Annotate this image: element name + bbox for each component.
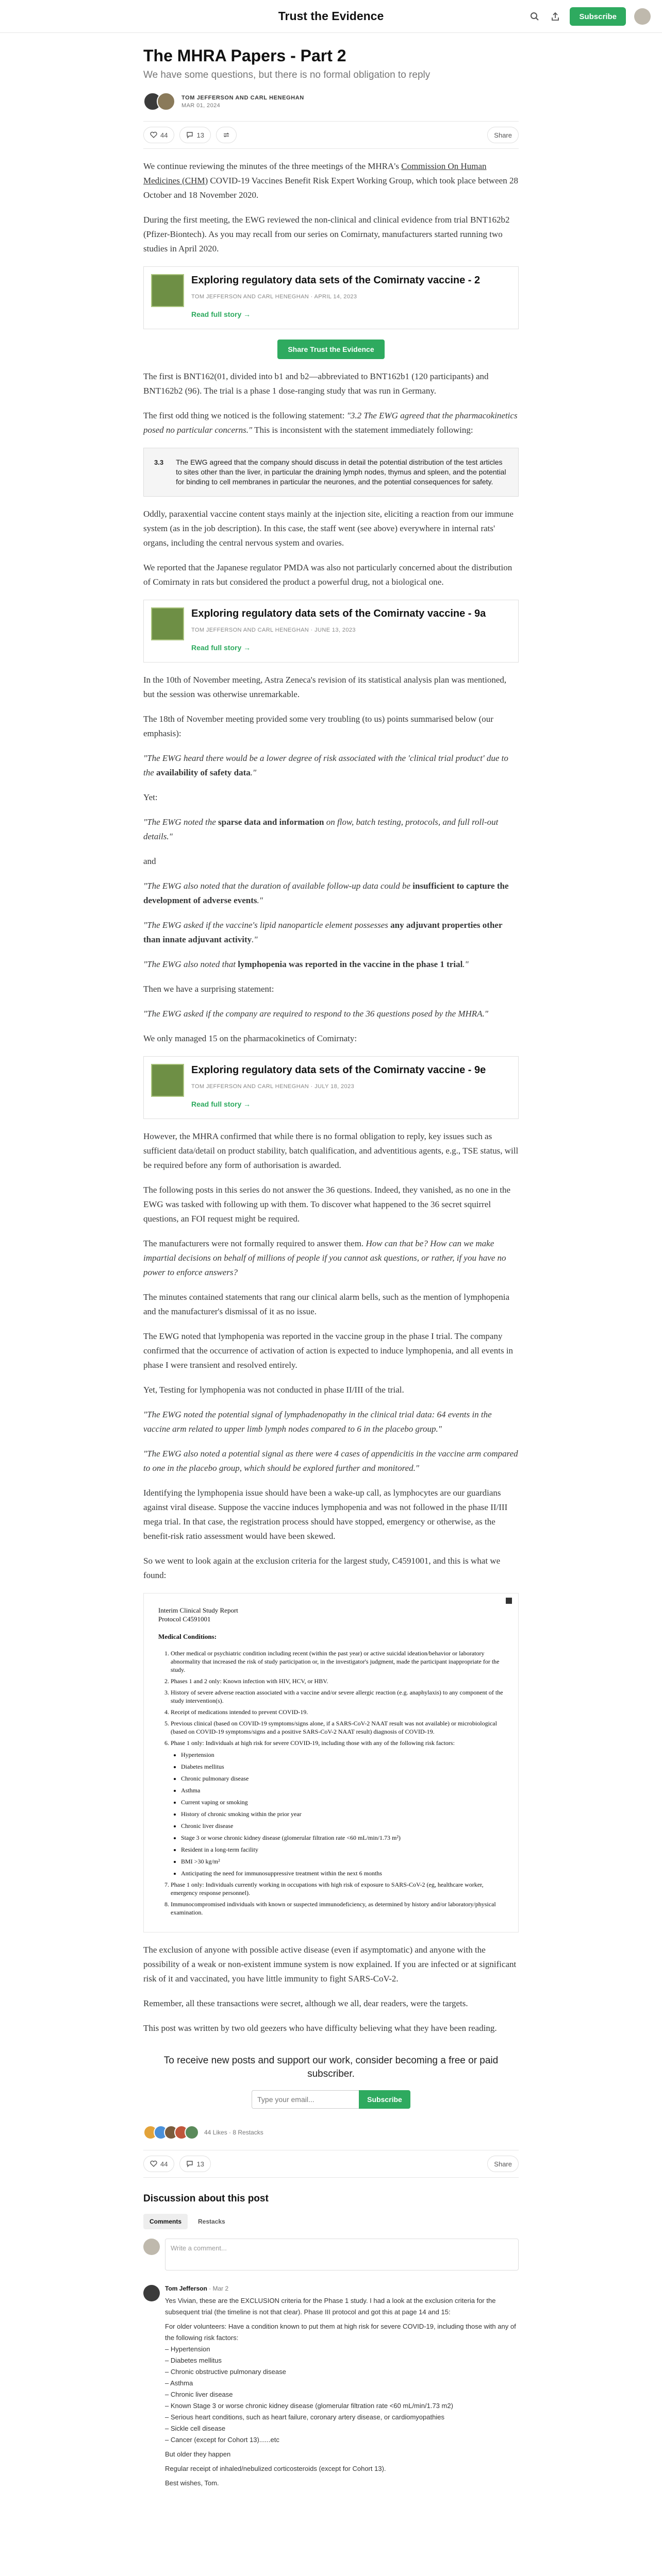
comment-author[interactable]: Tom Jefferson [165,2285,207,2292]
share-button[interactable] [487,127,519,143]
byline-authors[interactable]: TOM JEFFERSON AND CARL HENEGHAN [181,94,304,101]
quote: "The EWG asked if the company are required to respond to the 36 questions posed by the MHRA." [143,1009,488,1019]
comment-paragraph: But older they happen [165,2450,231,2458]
protocol-excerpt-image[interactable] [143,1593,519,1933]
comment [143,2285,519,2489]
comment-icon [186,2160,193,2167]
like-count: 44 [160,2160,168,2168]
embedded-post-card[interactable] [143,1056,519,1119]
read-full-story-link[interactable]: Read full story → [191,1100,251,1108]
share-publication-button[interactable]: Share Trust the Evidence [277,340,384,359]
chm-link[interactable]: Commission On Human Medicines (CHM) [143,161,487,185]
exclusion-criterion: 1. Other medical or psychiatric condition including recent (within the past year) or active suicidal ideation/behavior or laboratory abnormality that increased the risk of study participation or, in the investigator's judgment, made the participant inappropriate for the study. [171,1649,504,1674]
discussion-section [143,2193,519,2489]
like-button[interactable] [143,2156,174,2172]
subscribe-section [143,2054,519,2109]
exclusion-criterion: 2. Phases 1 and 2 only: Known infection with HIV, HCV, or HBV. [171,1677,504,1685]
comment-icon [186,131,193,139]
paragraph: We continue reviewing the minutes of the three meetings of the MHRA's Commission On Human Medicines (CHM) COVID-19 Vaccines Benefit Risk Expert Working Group, which took place between 28 October and 18 November 2020. [143,161,518,200]
paragraph: The first odd thing we noticed is the following statement: "3.2 The EWG agreed that the pharmacokinetics posed no particular concerns." This is inconsistent with the statement immediately following: [143,411,518,435]
comment-header: Tom Jefferson · Mar 2 [165,2285,229,2292]
top-navigation [0,0,662,33]
embed-thumbnail [151,1064,184,1097]
share-label: Share [494,2160,512,2168]
paragraph: We reported that the Japanese regulator PMDA was also not particularly concerned about the distribution of Comirnaty in rats but considered the product a powerful drug, not a biological one. [143,563,512,587]
comment-list-item: – Sickle cell disease [165,2425,226,2432]
quote: "The EWG heard there would be a lower degree of risk associated with the 'clinical trial product' due to the availability of safety data." [143,753,508,777]
quote: "The EWG noted the potential signal of lymphadenopathy in the clinical trial data: 64 events in the vaccine arm related to upper limb lymph nodes compared to 6 in the placebo group." [143,1410,492,1434]
comment-list-item: – Cancer (except for Cohort 13)......etc [165,2436,279,2444]
read-full-story-link[interactable]: Read full story → [191,310,251,318]
paragraph: This post was written by two old geezers who have difficulty believing what they have been reading. [143,2023,497,2033]
risk-factor: • BMI >30 kg/m² [181,1857,504,1866]
liker-avatar[interactable] [185,2125,199,2140]
protocol-id: Protocol C4591001 [158,1615,211,1623]
comment-risk-list [165,2344,519,2446]
comment-paragraph: Best wishes, Tom. [165,2479,219,2487]
user-avatar[interactable] [634,8,651,25]
comment-button[interactable] [179,2156,210,2172]
exclusion-criterion: 5. Previous clinical (based on COVID-19 symptoms/signs alone, if a SARS-CoV-2 NAAT result was not available) or microbiological (based on COVID-19 symptoms/signs and a positive SARS-CoV-2 NAAT result) diagnosis of COVID-19. [171,1719,504,1736]
paragraph: So we went to look again at the exclusion criteria for the largest study, C4591001, and this is what we found: [143,1556,501,1580]
share-label: Share [494,131,512,139]
embed-meta: TOM JEFFERSON AND CARL HENEGHAN · JUNE 13, 2023 [191,627,356,633]
medical-conditions-heading: Medical Conditions: [158,1633,217,1640]
quote: "The EWG noted the sparse data and information on flow, batch testing, protocols, and full roll-out details." [143,817,499,841]
comment-date: Mar 2 [212,2285,229,2292]
paragraph: The EWG noted that lymphopenia was reported in the vaccine group in the phase I trial. The company confirmed that the occurrence of activation of action is expected to induce lymphopenia, and all events in phase I were transient and resolved entirely. [143,1331,514,1370]
exclusion-criterion: 7. Phase 1 only: Individuals currently working in occupations with high risk of exposure to SARS-CoV-2 (eg, healthcare worker, emergency response personnel). [171,1880,504,1897]
discussion-title: Discussion about this post [143,2193,269,2204]
paragraph: and [143,856,156,866]
minutes-excerpt [143,448,519,497]
paragraph: Yet, Testing for lymphopenia was not conducted in phase II/III of the trial. [143,1385,404,1395]
like-count: 44 [160,131,168,139]
comment-button[interactable] [179,127,210,143]
embed-meta: TOM JEFFERSON AND CARL HENEGHAN · JULY 18, 2023 [191,1083,355,1090]
share-icon[interactable] [549,10,561,23]
quote: "The EWG also noted a potential signal as there were 4 cases of appendicitis in the vaccine arm compared to one in the placebo group, which should be explored further and monitored." [143,1449,518,1473]
likes-summary[interactable]: 44 Likes · 8 Restacks [204,2129,263,2136]
quote: "The EWG also noted that the duration of available follow-up data could be insufficient to capture the development of adverse events." [143,881,509,905]
post-container [143,46,519,2489]
post-title: The MHRA Papers - Part 2 [143,46,346,65]
paragraph: Identifying the lymphopenia issue should have been a wake-up call, as lymphocytes are our guardians against viral disease. Suppose the vaccine induces lymphopenia and was not followed in the phase II/III mega trial. In that case, the registration process should have stopped, emergency or otherwise, as the benefit-risk ratio assessment would have been skewed. [143,1488,508,1541]
restack-icon [223,131,230,139]
embed-thumbnail [151,274,184,307]
comment-list-item: – Chronic obstructive pulmonary disease [165,2368,286,2376]
risk-factor: • Diabetes mellitus [181,1762,504,1771]
embed-meta: TOM JEFFERSON AND CARL HENEGHAN · APRIL 14, 2023 [191,294,357,300]
risk-factor: • Resident in a long-term facility [181,1845,504,1854]
like-button[interactable] [143,127,174,143]
quote: "The EWG asked if the vaccine's lipid nanoparticle element possesses any adjuvant properties other than innate adjuvant activity." [143,920,503,944]
risk-factor: • Chronic liver disease [181,1822,504,1830]
paragraph: The exclusion of anyone with possible active disease (even if asymptomatic) and anyone with the possibility of a weak or non-existent immune system is now explained. If you are infected or at significant risk of it and vaccinated, you have little immunity to fight SARS-CoV-2. [143,1945,517,1984]
paragraph: The manufacturers were not formally required to answer them. How can that be? How can we make impartial decisions on behalf of millions of people if you cannot ask questions, or rather, if you have no power to enforce answers? [143,1239,506,1277]
comment-list-item: – Serious heart conditions, such as heart failure, coronary artery disease, or cardiomyopathies [165,2413,444,2421]
top-actions [528,0,651,33]
paragraph: The first is BNT162(01, divided into b1 and b2—abbreviated to BNT162b1 (120 participants) and BNT162b2 (96). The trial is a phase 1 dose-ranging study that was run in Germany. [143,371,489,396]
embed-title[interactable]: Exploring regulatory data sets of the Comirnaty vaccine - 2 [191,275,481,286]
embed-thumbnail [151,607,184,640]
embedded-post-card[interactable] [143,266,519,329]
paragraph: During the first meeting, the EWG reviewed the non-clinical and clinical evidence from trial BNT162b2 (Pfizer-Biontech). As you may recall from our series on Comirnaty, manufacturers started running two studies in April 2020. [143,215,510,253]
heart-icon [150,131,157,139]
paragraph: The minutes contained statements that rang our clinical alarm bells, such as the mention of lymphopenia and the manufacturer's dismissal of it as no issue. [143,1292,510,1316]
expand-icon[interactable] [506,1598,512,1604]
risk-factor: • History of chronic smoking within the prior year [181,1810,504,1818]
email-input[interactable] [252,2090,359,2109]
site-title[interactable]: Trust the Evidence [278,9,384,23]
comment-paragraph: Regular receipt of inhaled/nebulized corticosteroids (except for Cohort 13). [165,2465,386,2472]
risk-factor: • Current vaping or smoking [181,1798,504,1806]
risk-factor: • Chronic pulmonary disease [181,1774,504,1783]
risk-factor: • Anticipating the need for immunosuppressive treatment within the next 6 months [181,1869,504,1877]
embed-title[interactable]: Exploring regulatory data sets of the Comirnaty vaccine - 9a [191,608,486,619]
commenter-avatar[interactable] [143,2285,160,2301]
comment-list-item: – Chronic liver disease [165,2391,233,2398]
author-avatars[interactable] [143,92,175,111]
comment-body [165,2295,519,2489]
comment-list-item: – Hypertension [165,2345,210,2353]
post-action-bar-bottom [143,2150,519,2178]
risk-factor: • Stage 3 or worse chronic kidney disease (glomerular filtration rate <60 mL/min/1.73 m²) [181,1834,504,1842]
embedded-post-card[interactable] [143,600,519,663]
quote: "The EWG also noted that lymphopenia was reported in the vaccine in the phase 1 trial." [143,959,469,969]
share-button[interactable] [487,2156,519,2172]
paragraph: Yet: [143,792,158,802]
user-avatar [143,2239,160,2255]
restack-button[interactable] [216,127,237,143]
excerpt-text: The EWG agreed that the company should discuss in detail the potential distribution of the test articles to sites other than the liver, in particular the draining lymph nodes, thymus and spleen, and the potential for binding to cell membranes in particular the neurones, and the potential consequences for safety. [176,458,506,486]
comment-input[interactable]: Write a comment... [165,2239,519,2270]
comment-list-item: – Asthma [165,2379,193,2387]
post-body [143,159,519,2036]
comment-count: 13 [196,131,204,139]
exclusion-criterion: 8. Immunocompromised individuals with known or suspected immunodeficiency, as determined by history and/or laboratory/physical examination. [171,1900,504,1917]
search-icon[interactable] [528,10,541,23]
exclusion-criterion: 4. Receipt of medications intended to prevent COVID-19. [171,1708,504,1716]
paragraph: Remember, all these transactions were secret, although we all, dear readers, were the targets. [143,1998,468,2008]
comment-paragraph: Yes Vivian, these are the EXCLUSION criteria for the Phase 1 study. I had a look at the exclusion criteria for the subsequent trial (the timeline is not that clear). Phase III protocol and got this at page 14 and 15: [165,2297,496,2316]
comment-count: 13 [196,2160,204,2168]
post-subtitle: We have some questions, but there is no formal obligation to reply [143,70,431,80]
paragraph: However, the MHRA confirmed that while there is no formal obligation to reply, key issues such as sufficient data/detail on product stability, batch qualification, and adventitious agents, e.g., TSE status, will be required before any form of authorisation is awarded. [143,1131,519,1170]
exclusion-criterion: 3. History of severe adverse reaction associated with a vaccine and/or severe allergic reaction (e.g. anaphylaxis) to any component of the study intervention(s). [171,1688,504,1705]
likes-row [143,2125,519,2140]
protocol-header: Interim Clinical Study Report [158,1606,238,1614]
risk-factor: • Hypertension [181,1751,504,1759]
risk-factor-list [171,1751,504,1877]
paragraph: We only managed 15 on the pharmacokinetics of Comirnaty: [143,1033,357,1043]
byline-date: MAR 01, 2024 [181,102,221,109]
subscribe-submit-button[interactable]: Subscribe [359,2090,410,2109]
excerpt-number: 3.3 [154,459,164,466]
comment-list-item: – Diabetes mellitus [165,2357,222,2364]
comment-paragraph: For older volunteers: Have a condition known to put them at high risk for severe COVID-19, including those with any of the following risk factors: [165,2323,516,2342]
risk-factor: • Asthma [181,1786,504,1794]
comment-list-item: – Known Stage 3 or worse chronic kidney disease (glomerular filtration rate <60 mL/min/1.73 m2) [165,2402,453,2410]
subscribe-text: To receive new posts and support our work, consider becoming a free or paid subscriber. [163,2055,499,2079]
subscribe-button[interactable]: Subscribe [570,7,626,26]
heart-icon [150,2160,157,2167]
author-avatar[interactable] [157,92,175,111]
paragraph: The 18th of November meeting provided some very troubling (to us) points summarised below (our emphasis): [143,714,493,738]
paragraph: Oddly, paraxential vaccine content stays mainly at the injection site, eliciting a reaction from our immune system (as in the job description). In this case, the staff went (see above) everywhere in internal rats' organs, including the central nervous system and ovaries. [143,509,514,548]
read-full-story-link[interactable]: Read full story → [191,643,251,652]
byline [143,92,519,111]
tab-comments[interactable]: Comments [143,2214,188,2229]
paragraph: The following posts in this series do not answer the 36 questions. Indeed, they vanished, as no one in the EWG was tasked with following up with them. To discover what happened to the 36 secret squirrel questions, an FOI request might be required. [143,1185,510,1224]
tab-restacks[interactable]: Restacks [198,2218,225,2225]
embed-title[interactable]: Exploring regulatory data sets of the Comirnaty vaccine - 9e [191,1064,486,1076]
discussion-tabs [143,2214,519,2229]
exclusion-criterion: 6. Phase 1 only: Individuals at high risk for severe COVID-19, including those with any of the following risk factors: • Hypertension • Diabetes mellitus • Chronic pulmonary disease • Asthma • Current vaping or smoking • History of chronic smoking within the prior year • Chronic liver disease • Stage 3 or worse chronic kidney disease (glomerular filtration rate <60 mL/min/1.73 m²) • Resident in a long-term facility • BMI >30 kg/m² • Anticipating the need for immunosuppressive treatment within the next 6 months [171,1739,504,1877]
paragraph: Then we have a surprising statement: [143,984,274,994]
post-action-bar [143,121,519,149]
paragraph: In the 10th of November meeting, Astra Zeneca's revision of its statistical analysis plan was mentioned, but the session was otherwise unremarkable. [143,675,507,699]
exclusion-criteria-list [158,1649,504,1917]
